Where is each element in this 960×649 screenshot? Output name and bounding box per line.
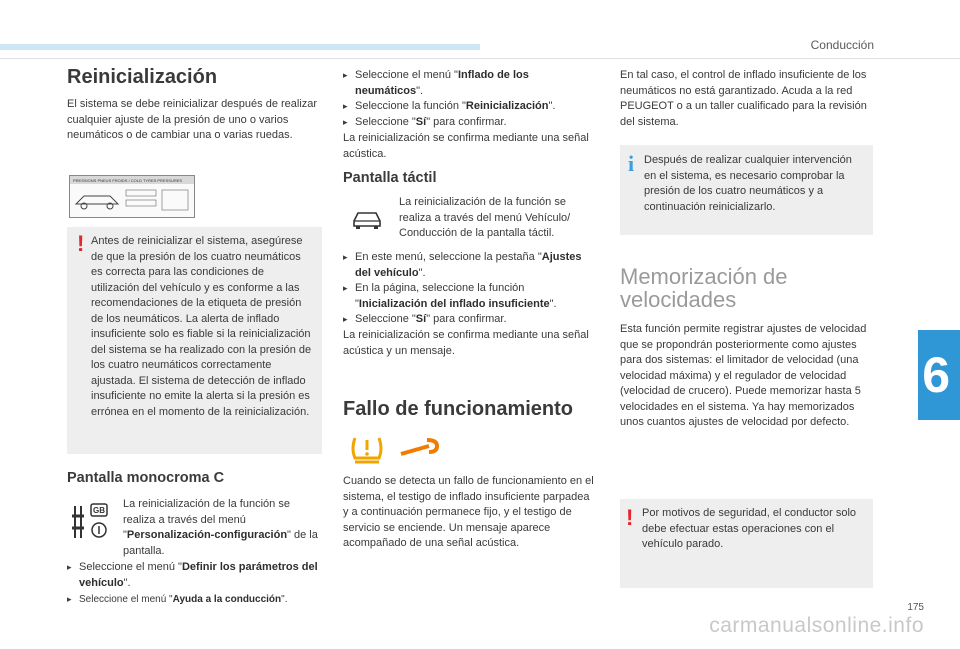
label-image-text: PRESSIONS PNEUS FROIDS / COLD TYRES PRESSURES bbox=[73, 178, 183, 183]
bullet-item: ▸ Seleccione el menú "Ayuda a la conducción". bbox=[67, 592, 322, 608]
bullet-item: ▸ Seleccione "Sí" para confirmar. bbox=[343, 115, 593, 131]
info-text: Después de realizar cualquier intervención en el sistema, es necesario comprobar la presión de los cuatro neumáticos y a continuación reinicializarlo. bbox=[644, 154, 852, 213]
info-box bbox=[620, 145, 873, 235]
gb-text: GB bbox=[93, 506, 105, 515]
car-icon bbox=[351, 206, 383, 230]
safety-warning-box bbox=[620, 499, 873, 588]
confirm-text-2: La reinicialización se confirma mediante una señal acústica y un mensaje. bbox=[343, 329, 589, 357]
warning-icon: ! bbox=[77, 231, 85, 256]
fault-text: Cuando se detecta un fallo de funcionamiento en el sistema, el testigo de inflado insuficiente parpadea y a continuación permanece fijo, y el testigo de servicio se enciende. Un mensaje aparece acompañado de una señal acústica. bbox=[343, 475, 594, 549]
fault-continued-text: En tal caso, el control de inflado insuficiente de los neumáticos no está garantizado. Acuda a la red PEUGEOT o a un taller cualificado para la revisión del sistema. bbox=[620, 69, 867, 128]
page-number: 175 bbox=[907, 602, 924, 613]
confirm-text-1: La reinicialización se confirma mediante una señal acústica. bbox=[343, 132, 589, 160]
top-accent-bar bbox=[0, 44, 480, 50]
tyre-pressure-label-icon bbox=[70, 176, 194, 217]
menu-bullet-list bbox=[343, 68, 593, 130]
section-title-reinicializacion: Reinicialización bbox=[67, 66, 218, 88]
mono-bullet-list bbox=[67, 560, 322, 608]
memorization-text: Esta función permite registrar ajustes de velocidad que se propondrán posteriormente como ajustes para dos sistemas: el limitador de velocidad (una velocidad máxima) y el regulador de velocidad (velocidad de crucero). Puede memorizar hasta 5 velocidades en el sistema. Ya hay memorizados unos cuantos ajustes de velocidad por defecto. bbox=[620, 323, 867, 428]
tyre-pressure-warning-icon bbox=[353, 438, 381, 462]
subheading-pantalla-monocroma: Pantalla monocroma C bbox=[67, 470, 225, 486]
service-wrench-icon bbox=[401, 440, 437, 454]
safety-warning-text: Por motivos de seguridad, el conductor solo debe efectuar estas operaciones con el vehículo parado. bbox=[642, 507, 857, 550]
info-icon: i bbox=[628, 151, 635, 176]
bullet-item: ▸ Seleccione la función "Reinicialización". bbox=[343, 99, 593, 115]
section-title-memorizacion: Memorización de velocidades bbox=[620, 264, 788, 312]
warning-lamps bbox=[349, 432, 449, 466]
subheading-pantalla-tactil: Pantalla táctil bbox=[343, 170, 437, 186]
tyre-pressure-label-image bbox=[69, 175, 195, 218]
touch-intro-text: La reinicialización de la función se realiza a través del menú Vehículo/ Conducción de la pantalla táctil. bbox=[399, 196, 571, 239]
section-title-fallo: Fallo de funcionamiento bbox=[343, 398, 574, 420]
bullet-item: ▸ En este menú, seleccione la pestaña "Ajustes del vehículo". bbox=[343, 250, 593, 281]
bullet-item: ▸ En la página, seleccione la función "Inicialización del inflado insuficiente". bbox=[343, 281, 593, 312]
settings-menu-icon bbox=[67, 500, 111, 542]
mono-intro-text: La reinicialización de la función se realiza a través del menú "Personalización-configuración" de la pantalla. bbox=[123, 498, 318, 557]
bullet-item: ▸ Seleccione "Sí" para confirmar. bbox=[343, 312, 593, 328]
intro-paragraph: El sistema se debe reinicializar después de realizar cualquier ajuste de la presión de uno o varios neumáticos o de cambiar una o varias ruedas. bbox=[67, 98, 318, 141]
touch-bullet-list bbox=[343, 250, 593, 328]
bullet-item: ▸ Seleccione el menú "Inflado de los neumáticos". bbox=[343, 68, 593, 99]
section-label: Conducción bbox=[810, 38, 874, 52]
vehicle-menu-icon-wrap bbox=[351, 206, 383, 230]
bullet-item: ▸ Seleccione el menú "Definir los parámetros del vehículo". bbox=[67, 560, 322, 591]
watermark: carmanualsonline.info bbox=[709, 614, 924, 637]
header-rule bbox=[0, 58, 960, 59]
warning-text: Antes de reinicializar el sistema, asegúrese de que la presión de los cuatro neumáticos es correcta para las condiciones de utilización del vehículo y es conforme a las recomendaciones de la etiqueta de presión de los neumáticos. La alerta de inflado insuficiente solo es fiable si la reinicialización del sistema se ha realizado con la presión de los cuatro neumáticos correctamente ajustada. El sistema de detección de inflado insuficiente no emite la alerta si la presión es errónea en el momento de la reinicialización. bbox=[91, 235, 312, 418]
warning-box bbox=[67, 227, 322, 454]
chapter-tab: 6 bbox=[918, 330, 960, 420]
warning-icon: ! bbox=[626, 505, 634, 530]
monochrome-screen-icon bbox=[67, 500, 111, 542]
